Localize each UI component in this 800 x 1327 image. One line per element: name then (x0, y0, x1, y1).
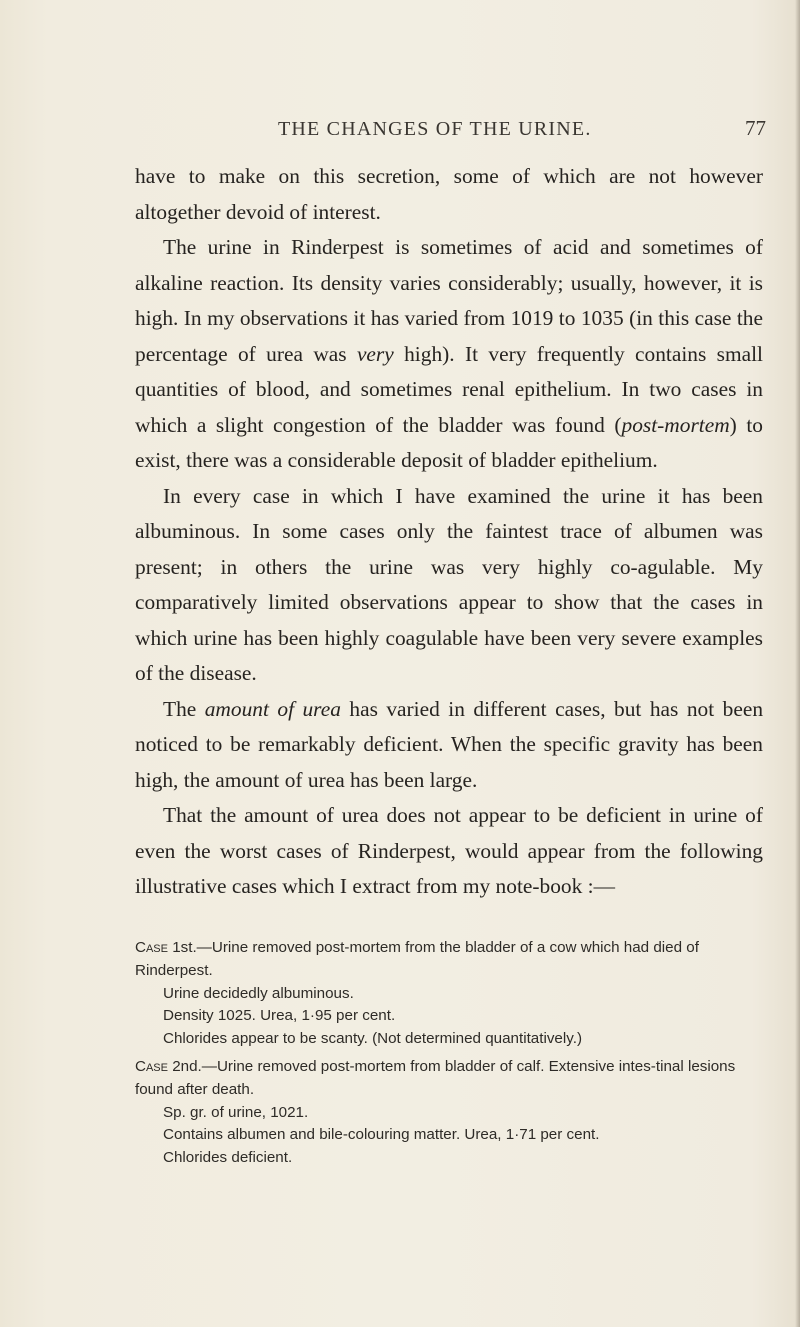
paragraph-text: The urine in Rinderpest is sometimes of acid and sometimes of alkaline reaction. Its density varies considerably; usually, however, it is high. In my observations it has varied from 1019 to 1035 (in this case the percentage of urea was very high). It very frequently contains small quantities of blood, and sometimes renal epithelium. In two cases in which a slight congestion of the bladder was found (post-mortem) to exist, there was a considerable deposit of bladder epithelium. (135, 235, 763, 472)
paragraph: That the amount of urea does not appear to be deficient in urine of even the worst cases of Rinderpest, would appear from the following illustrative cases which I extract from my note-book :— (135, 803, 763, 898)
paragraph: In every case in which I have examined the urine it has been albuminous. In some cases only the faintest trace of albumen was present; in others the urine was very highly co-agulable. My comparatively limited observations appear to show that the cases in which urine has been highly coagulable have been very severe examples of the disease. (135, 483, 763, 685)
page-edge-shadow (795, 0, 800, 1327)
case-heading: Case 1st.—Urine removed post-mortem from the bladder of a cow which had died of Rinderpest. (135, 939, 699, 979)
paragraph (135, 230, 763, 479)
body-text (135, 159, 763, 905)
paragraph (135, 692, 763, 799)
case-detail: Sp. gr. of urine, 1021. (163, 1103, 309, 1121)
case-detail: Contains albumen and bile-colouring matter. Urea, 1·71 per cent. (163, 1126, 600, 1144)
case-entry (135, 1056, 763, 1170)
case-entry (135, 937, 763, 1051)
case-notes (135, 937, 763, 1175)
paragraph-text: The amount of urea has varied in different cases, but has not been noticed to be remarkably deficient. When the specific gravity has been high, the amount of urea has been large. (135, 696, 764, 792)
running-title: THE CHANGES OF THE URINE. (278, 118, 592, 140)
page-number: 77 (745, 116, 766, 140)
page-header (0, 118, 800, 148)
case-detail: Chlorides appear to be scanty. (Not determined quantitatively.) (163, 1030, 582, 1048)
paragraph: have to make on this secretion, some of which are not however altogether devoid of interest. (135, 164, 763, 224)
case-heading: Case 2nd.—Urine removed post-mortem from bladder of calf. Extensive intes-tinal lesions found after death. (135, 1057, 736, 1098)
case-detail: Urine decidedly albuminous. (163, 984, 354, 1002)
case-detail: Density 1025. Urea, 1·95 per cent. (163, 1007, 396, 1025)
case-detail: Chlorides deficient. (163, 1149, 293, 1167)
